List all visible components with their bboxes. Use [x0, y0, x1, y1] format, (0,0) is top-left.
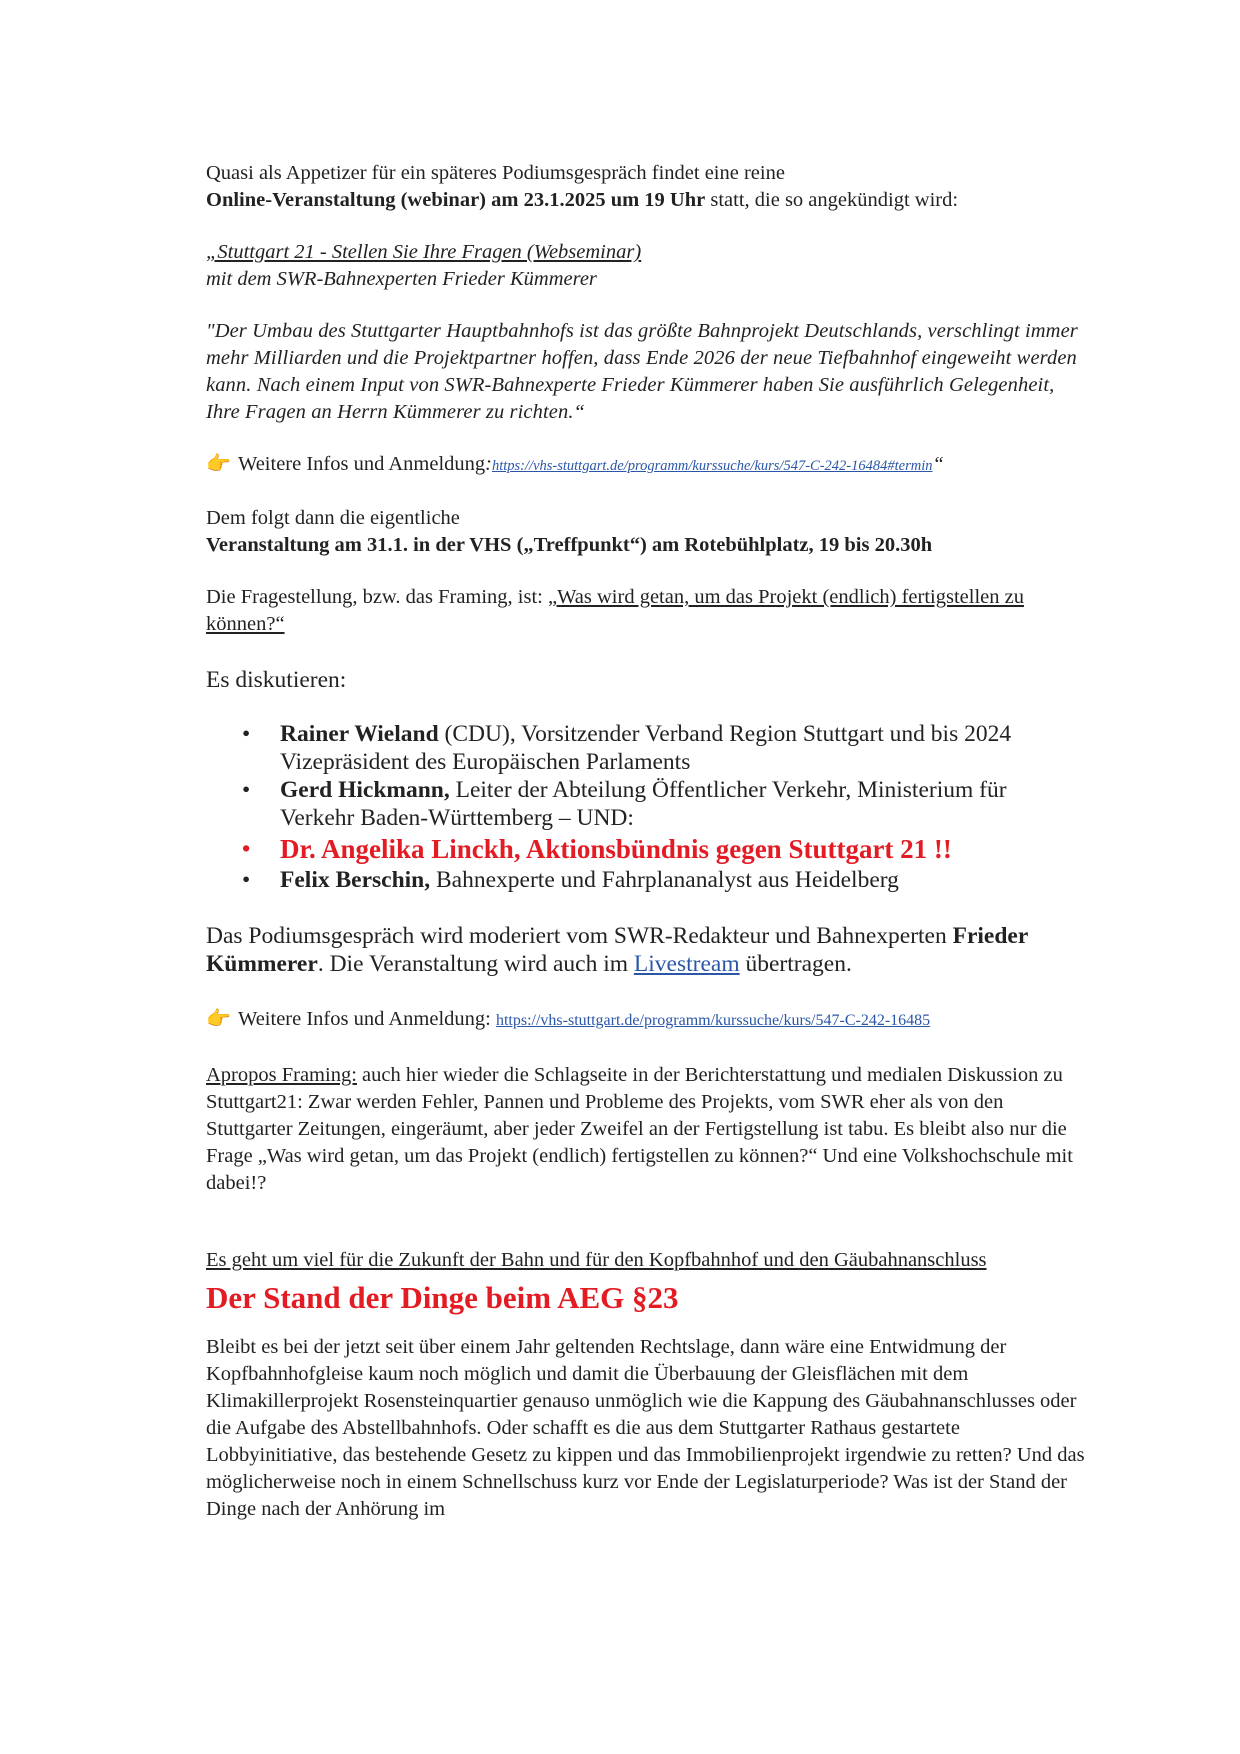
intro-paragraph — [206, 160, 1086, 214]
list-item — [206, 776, 1086, 832]
event-link[interactable]: https://vhs-stuttgart.de/programm/kurssuche/kurs/547-C-242-16485 — [495, 1012, 931, 1029]
webinar-info-label: Weitere Infos und Anmeldung — [238, 453, 486, 475]
intro-line-1: Quasi als Appetizer für ein späteres Podiumsgespräch findet eine reine — [206, 162, 785, 184]
moderation-middle: . Die Veranstaltung wird auch im — [317, 951, 634, 977]
apropos-paragraph — [206, 1062, 1086, 1197]
framing-question: „Was wird getan, um das Projekt (endlich) fertigstellen zu können?“ — [206, 586, 1024, 635]
moderation-paragraph — [206, 922, 1086, 978]
event-line-1: Dem folgt dann die eigentliche — [206, 507, 460, 529]
webinar-subtitle: mit dem SWR-Bahnexperten Frieder Kümmerer — [206, 268, 597, 290]
bullet-icon: • — [242, 836, 251, 862]
bullet-icon: • — [242, 777, 251, 803]
framing-prefix: Die Fragestellung, bzw. das Framing, ist: — [206, 586, 548, 608]
section-kicker: Es geht um viel für die Zukunft der Bahn und für den Kopfbahnhof und den Gäubahnanschluss — [206, 1249, 987, 1271]
event-paragraph — [206, 505, 1086, 559]
list-item — [206, 832, 1086, 866]
bullet-icon: • — [242, 867, 251, 893]
pointing-hand-icon: 👉 — [206, 1008, 231, 1030]
webinar-link[interactable]: https://vhs-stuttgart.de/programm/kurssuche/kurs/547-C-242-16484 — [491, 458, 888, 474]
webinar-link-close: “ — [932, 453, 944, 475]
webinar-info-line — [206, 451, 1086, 480]
webinar-title: „Stuttgart 21 - Stellen Sie Ihre Fragen (Webseminar) — [206, 241, 642, 263]
moderation-suffix: übertragen. — [739, 951, 852, 977]
webinar-link-anchor[interactable]: #termin — [887, 458, 933, 474]
section-heading: Der Stand der Dinge beim AEG §23 — [206, 1280, 679, 1315]
livestream-link[interactable]: Livestream — [633, 951, 740, 977]
moderator-name: Frieder Kümmerer — [206, 923, 1028, 977]
discuss-label: Es diskutieren: — [206, 667, 347, 693]
speaker-name: Felix Berschin, — [280, 867, 431, 893]
speaker-name-highlight: Dr. Angelika Linckh, Aktionsbündnis gegen Stuttgart 21 !! — [280, 834, 952, 864]
webinar-date-bold: Online-Veranstaltung (webinar) am 23.1.2025 um 19 Uhr — [206, 189, 706, 211]
apropos-label: Apropos Framing: — [206, 1064, 357, 1086]
webinar-quote: "Der Umbau des Stuttgarter Hauptbahnhofs ist das größte Bahnprojekt Deutschlands, verschlingt immer mehr Milliarden und die Projektpartner hoffen, dass Ende 2026 der neue Tiefbahnhof eingeweiht werden kann. Nach einem Input von SWR-Bahnexperte Frieder Kümmerer haben Sie ausführlich Gelegenheit, Ihre Fragen an Herrn Kümmerer zu richten.“ — [206, 320, 1078, 423]
speaker-list — [206, 720, 1086, 894]
intro-line-2-rest: statt, die so angekündigt wird: — [705, 189, 959, 211]
list-item — [206, 720, 1086, 776]
bullet-icon: • — [242, 721, 251, 747]
webinar-title-block — [206, 239, 1086, 293]
moderation-prefix: Das Podiumsgespräch wird moderiert vom SWR-Redakteur und Bahnexperten — [206, 923, 953, 949]
webinar-info-colon: : — [485, 453, 492, 475]
event-info-line — [206, 1006, 1086, 1034]
event-info-label: Weitere Infos und Anmeldung: — [238, 1008, 496, 1030]
speaker-name: Rainer Wieland — [280, 721, 439, 747]
section-body: Bleibt es bei der jetzt seit über einem Jahr geltenden Rechtslage, dann wäre eine Entwidmung der Kopfbahnhofgleise kaum noch möglich und damit die Überbauung der Gleisflächen mit dem Klimakillerprojekt Rosensteinquartier genauso unmöglich wie die Kappung des Gäubahnanschlusses oder die Aufgabe des Abstellbahnhofs. Oder schafft es die aus dem Stuttgarter Rathaus gestartete Lobbyinitiative, das bestehende Gesetz zu kippen und das Immobilienprojekt irgendwie zu retten? Und das möglicherweise noch in einem Schnellschuss kurz vor Ende der Legislaturperiode? Was ist der Stand der Dinge nach der Anhörung im — [206, 1336, 1085, 1520]
speaker-desc: Bahnexperte und Fahrplananalyst aus Heidelberg — [430, 867, 899, 893]
event-date-bold: Veranstaltung am 31.1. in der VHS („Treffpunkt“) am Rotebühlplatz, 19 bis 20.30h — [206, 534, 933, 556]
speaker-desc: Leiter der Abteilung Öffentlicher Verkehr, Ministerium für Verkehr Baden-Württemberg – UND: — [280, 777, 1007, 831]
pointing-hand-icon: 👉 — [206, 453, 231, 475]
list-item — [206, 866, 1086, 894]
framing-paragraph — [206, 584, 1086, 638]
speaker-name: Gerd Hickmann, — [280, 777, 450, 803]
apropos-text: auch hier wieder die Schlagseite in der Berichterstattung und medialen Diskussion zu Stuttgart21: Zwar werden Fehler, Pannen und Probleme des Projekts, vom SWR eher als von den Stuttgarter Zeitungen, eingeräumt, aber jeder Zweifel an der Fertigstellung ist tabu. Es bleibt also nur die Frage „Was wird getan, um das Projekt (endlich) fertigstellen zu können?“ Und eine Volkshochschule mit dabei!? — [206, 1064, 1073, 1194]
document-page — [206, 160, 1086, 1523]
speaker-desc: (CDU), Vorsitzender Verband Region Stuttgart und bis 2024 Vizepräsident des Europäischen Parlaments — [280, 721, 1012, 775]
